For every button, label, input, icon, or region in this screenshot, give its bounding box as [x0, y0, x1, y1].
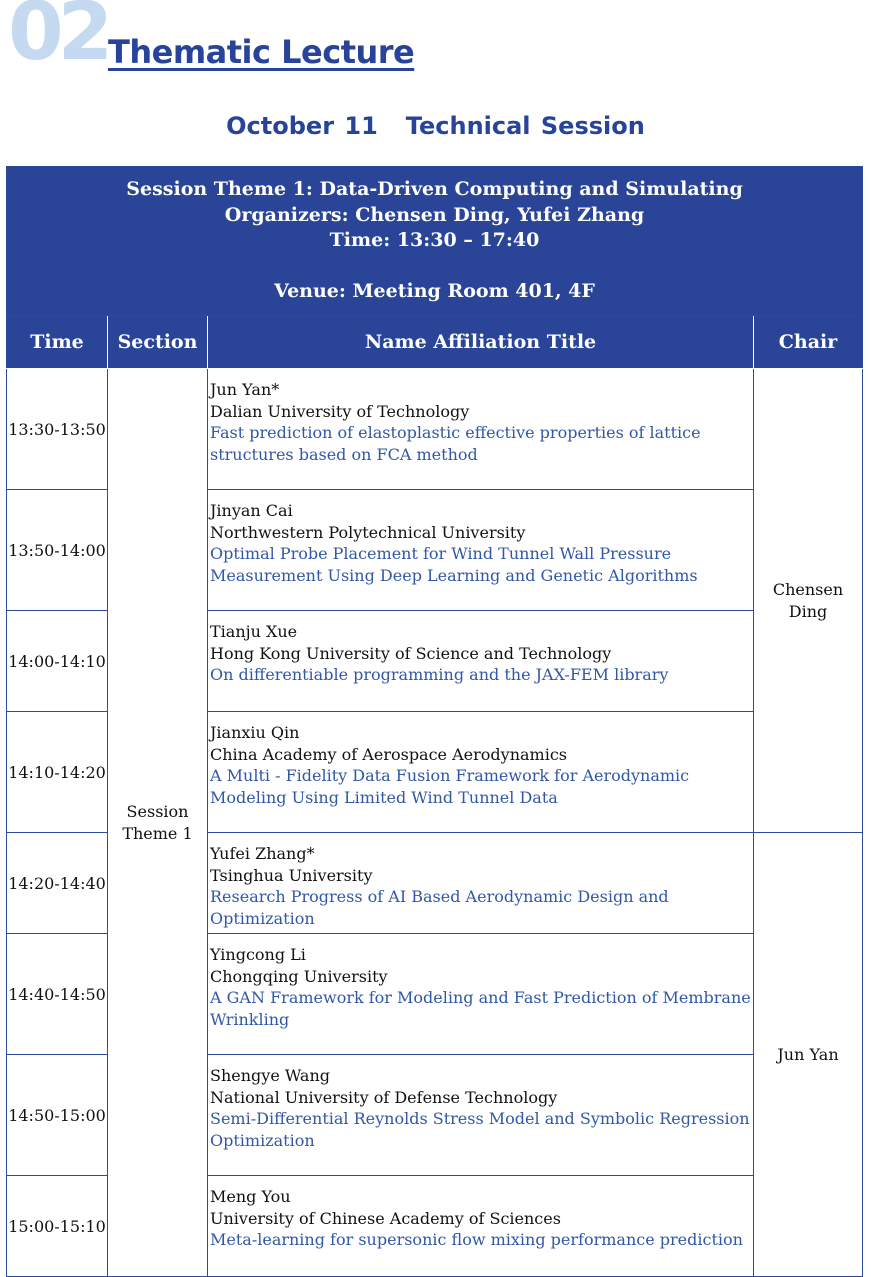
speaker-name: Yufei Zhang* [210, 844, 315, 863]
time-slot: 15:00-15:10 [7, 1176, 108, 1277]
session-theme: Session Theme 1: Data-Driven Computing and Simulating [126, 178, 743, 200]
time-slot: 13:50-14:00 [7, 490, 108, 611]
speaker-name: Tianju Xue [210, 622, 298, 641]
talk-title: A GAN Framework for Modeling and Fast Prediction of Membrane Wrinkling [210, 988, 751, 1029]
speaker-name: Jinyan Cai [210, 501, 293, 520]
talk-entry [208, 1055, 754, 1176]
session-info [7, 167, 863, 316]
chair-cell: Chensen Ding [754, 369, 863, 833]
talk-title: Research Progress of AI Based Aerodynamic Design and Optimization [210, 887, 669, 928]
talk-title: Meta-learning for supersonic flow mixing performance prediction [210, 1230, 743, 1249]
speaker-name: Meng You [210, 1187, 291, 1206]
time-slot: 14:00-14:10 [7, 611, 108, 712]
session-subheading [0, 112, 871, 140]
talk-entry [208, 369, 754, 490]
time-slot: 14:20-14:40 [7, 833, 108, 934]
talk-entry [208, 712, 754, 833]
session-time: Time: 13:30 – 17:40 [329, 229, 540, 251]
talk-title: On differentiable programming and the JAX-FEM library [210, 665, 669, 684]
talk-entry [208, 1176, 754, 1277]
column-header-chair: Chair [754, 316, 863, 369]
talk-entry [208, 490, 754, 611]
column-header-time: Time [7, 316, 108, 369]
speaker-affiliation: University of Chinese Academy of Sciences [210, 1208, 561, 1228]
talk-title: A Multi - Fidelity Data Fusion Framework for Aerodynamic Modeling Using Limited Wind Tunnel Data [210, 766, 690, 807]
speaker-affiliation: Dalian University of Technology [210, 401, 470, 421]
talk-entry [208, 833, 754, 934]
section-number: 02 [8, 0, 108, 78]
session-organizers: Organizers: Chensen Ding, Yufei Zhang [224, 203, 645, 226]
chair-cell: Jun Yan [754, 833, 863, 1277]
speaker-name: Shengye Wang [210, 1066, 331, 1085]
time-slot: 14:10-14:20 [7, 712, 108, 833]
talk-title: Semi-Differential Reynolds Stress Model and Symbolic Regression Optimization [210, 1109, 750, 1150]
page-title: Thematic Lecture [108, 33, 415, 71]
speaker-affiliation: National University of Defense Technology [210, 1087, 558, 1107]
time-slot: 13:30-13:50 [7, 369, 108, 490]
talk-entry [208, 934, 754, 1055]
speaker-affiliation: Tsinghua University [210, 865, 373, 885]
speaker-name: Yingcong Li [210, 945, 306, 964]
time-slot: 14:40-14:50 [7, 934, 108, 1055]
session-venue: Venue: Meeting Room 401, 4F [274, 279, 595, 302]
session-banner [7, 167, 863, 316]
speaker-affiliation: China Academy of Aerospace Aerodynamics [210, 744, 567, 764]
speaker-affiliation: Hong Kong University of Science and Technology [210, 643, 612, 663]
talk-title: Fast prediction of elastoplastic effective properties of lattice structures based on FCA method [210, 423, 701, 464]
talk-title: Optimal Probe Placement for Wind Tunnel Wall Pressure Measurement Using Deep Learning and Genetic Algorithms [210, 544, 698, 585]
table-row [7, 369, 863, 490]
time-slot: 14:50-15:00 [7, 1055, 108, 1176]
speaker-affiliation: Chongqing University [210, 966, 388, 986]
schedule-table [6, 166, 863, 1277]
talk-entry [208, 611, 754, 712]
column-header-row [7, 316, 863, 369]
session-type: Technical Session [405, 112, 645, 140]
speaker-name: Jun Yan* [210, 380, 280, 399]
column-header-section: Section [108, 316, 208, 369]
speaker-name: Jianxiu Qin [210, 723, 300, 742]
section-cell: Session Theme 1 [108, 369, 208, 1277]
speaker-affiliation: Northwestern Polytechnical University [210, 522, 526, 542]
column-header-name-affiliation-title: Name Affiliation Title [208, 316, 754, 369]
session-date: October 11 [226, 112, 378, 140]
